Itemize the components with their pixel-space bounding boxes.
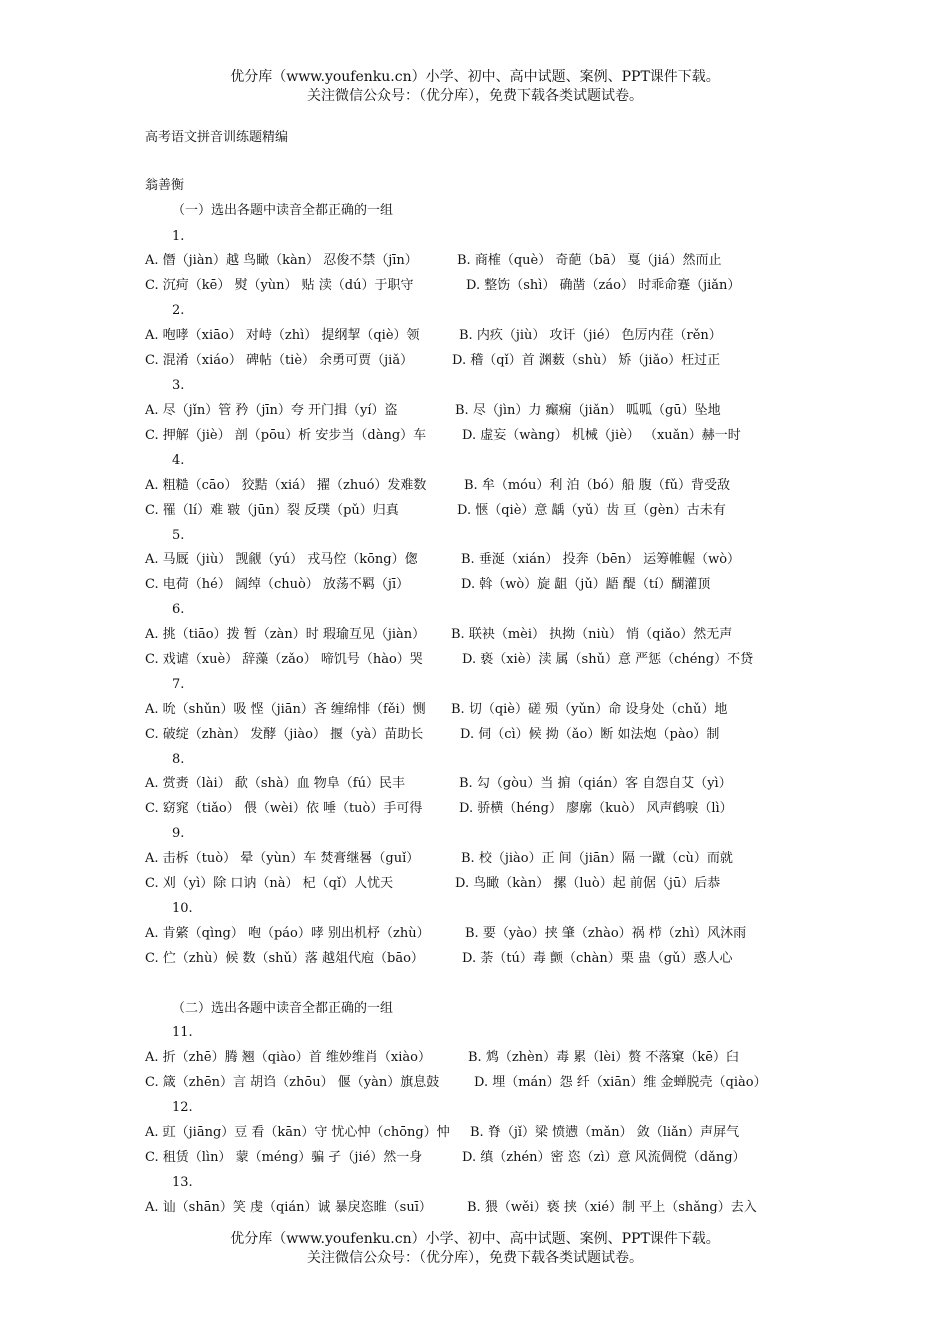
option-a: A. 讪（shān）笑 虔（qián）诚 暴戾恣睢（suī） (145, 1200, 432, 1215)
option-c: C. 租赁（lìn） 蒙（méng）骗 孑（jié）然一身 (145, 1150, 423, 1165)
option-a: A. 击柝（tuò） 晕（yùn）车 焚膏继晷（guǐ） (145, 851, 420, 866)
footer-line-2: 关注微信公众号：（优分库），免费下载各类试题试卷。 (307, 1250, 643, 1266)
question-number: 1. (172, 229, 185, 244)
question-number: 7. (172, 677, 185, 692)
option-d: D. 荼（tú）毒 颤（chàn）栗 蛊（gǔ）惑人心 (462, 951, 733, 966)
question-number: 3. (172, 378, 185, 393)
option-d: D. 稽（qǐ）首 渊薮（shù） 矫（jiǎo）枉过正 (452, 353, 721, 368)
option-a: A. 吮（shǔn）吸 悭（jiān）吝 缠绵悱（fěi）恻 (145, 702, 426, 717)
option-c: C. 窈窕（tiǎo） 偎（wèi）依 唾（tuò）手可得 (145, 801, 423, 816)
option-d: D. 亵（xiè）渎 属（shǔ）意 严惩（chéng）不贷 (462, 652, 754, 667)
option-d: D. 埋（mán）怨 纤（xiān）维 金蝉脱壳（qiào） (474, 1075, 767, 1090)
option-d: D. 骄横（héng） 廖廓（kuò） 风声鹤唳（lì） (459, 801, 733, 816)
question-number: 11. (172, 1025, 193, 1040)
option-a: A. 尽（jǐn）管 矜（jīn）夸 开门揖（yí）盗 (145, 403, 398, 418)
option-b: B. 内疚（jiù） 攻讦（jié） 色厉内荏（rěn） (459, 328, 722, 343)
option-b: B. 尽（jìn）力 癫痫（jiǎn） 呱呱（gū）坠地 (455, 403, 721, 418)
option-c: C. 押解（jiè） 剖（pōu）析 安步当（dàng）车 (145, 428, 427, 443)
question-number: 12. (172, 1100, 193, 1115)
option-a: A. 豇（jiāng）豆 看（kān）守 忧心忡（chōng）忡 (145, 1125, 450, 1140)
option-b: B. 校（jiào）正 间（jiān）隔 一蹴（cù）而就 (461, 851, 733, 866)
option-c: C. 罹（lí）难 皲（jūn）裂 反璞（pǔ）归真 (145, 503, 399, 518)
option-b: B. 鸩（zhèn）毒 累（lèi）赘 不落窠（kē）臼 (468, 1050, 739, 1065)
footer-line-1: 优分库（www.youfenku.cn）小学、初中、高中试题、案例、PPT课件下载。 (230, 1231, 720, 1247)
option-d: D. 缜（zhén）密 恣（zì）意 风流倜傥（dǎng） (462, 1150, 746, 1165)
option-c: C. 沉疴（kē） 熨（yùn） 贴 渎（dú）于职守 (145, 278, 414, 293)
question-number: 10. (172, 901, 193, 916)
option-a: A. 马厩（jiù） 觊觎（yú） 戎马倥（kōng）偬 (145, 552, 418, 567)
question-number: 9. (172, 826, 185, 841)
option-a: A. 肯綮（qìng） 咆（páo）哮 别出机杼（zhù） (145, 926, 430, 941)
option-c: C. 电荷（hé） 阔绰（chuò） 放荡不羁（jī） (145, 577, 410, 592)
option-c: C. 箴（zhēn）言 胡诌（zhōu） 偃（yàn）旗息鼓 (145, 1075, 440, 1090)
question-number: 5. (172, 528, 185, 543)
option-c: C. 混淆（xiáo） 碑帖（tiè） 余勇可贾（jiǎ） (145, 353, 414, 368)
option-d: D. 伺（cì）候 拗（ǎo）断 如法炮（pào）制 (460, 727, 720, 742)
option-a: A. 折（zhē）腾 翘（qiào）首 维妙维肖（xiào） (145, 1050, 431, 1065)
section-heading: （一）选出各题中读音全都正确的一组 (172, 203, 394, 218)
option-b: B. 商榷（què） 奇葩（bā） 戛（jiá）然而止 (457, 253, 722, 268)
option-a: A. 挑（tiāo）拨 暂（zàn）时 瑕瑜互见（jiàn） (145, 627, 426, 642)
header-line-1: 优分库（www.youfenku.cn）小学、初中、高中试题、案例、PPT课件下载。 (230, 69, 720, 85)
option-d: D. 惬（qiè）意 龋（yǔ）齿 亘（gèn）古未有 (457, 503, 726, 518)
author-name: 翁善衡 (145, 178, 185, 193)
section-heading: （二）选出各题中读音全都正确的一组 (172, 1001, 394, 1016)
question-number: 13. (172, 1175, 193, 1190)
option-a: A. 僭（jiàn）越 鸟瞰（kàn） 忍俊不禁（jīn） (145, 253, 418, 268)
page-header (0, 68, 950, 106)
option-c: C. 戏谑（xuè） 辞藻（zǎo） 啼饥号（hào）哭 (145, 652, 423, 667)
option-b: B. 牟（móu）利 泊（bó）船 腹（fǔ）背受敌 (464, 478, 730, 493)
option-b: B. 脊（jǐ）梁 愤懑（mǎn） 敛（liǎn）声屏气 (470, 1125, 740, 1140)
option-b: B. 垂涎（xián） 投奔（bēn） 运筹帷幄（wò） (461, 552, 741, 567)
option-c: C. 刈（yì）除 口讷（nà） 杞（qǐ）人忧天 (145, 876, 394, 891)
question-number: 4. (172, 453, 185, 468)
option-a: A. 咆哮（xiāo） 对峙（zhì） 提纲挈（qiè）领 (145, 328, 420, 343)
option-b: B. 切（qiè）磋 殒（yǔn）命 设身处（chǔ）地 (451, 702, 728, 717)
option-c: C. 破绽（zhàn） 发酵（jiào） 揠（yà）苗助长 (145, 727, 424, 742)
question-number: 8. (172, 752, 185, 767)
option-b: B. 要（yào）挟 肇（zhào）祸 栉（zhì）风沐雨 (465, 926, 747, 941)
option-b: B. 猥（wěi）亵 挟（xié）制 平上（shǎng）去入 (467, 1200, 757, 1215)
page-footer (0, 1230, 950, 1268)
option-d: D. 斡（wò）旋 龃（jǔ）龉 醍（tí）醐灌顶 (461, 577, 711, 592)
option-b: B. 勾（gòu）当 掮（qián）客 自怨自艾（yì） (459, 776, 732, 791)
option-d: D. 鸟瞰（kàn） 摞（luò）起 前倨（jū）后恭 (455, 876, 721, 891)
question-number: 2. (172, 303, 185, 318)
option-d: D. 整饬（shì） 确凿（záo） 时乖命蹇（jiǎn） (466, 278, 741, 293)
document-title: 高考语文拼音训练题精编 (145, 130, 289, 145)
header-line-2: 关注微信公众号：（优分库），免费下载各类试题试卷。 (307, 88, 643, 104)
option-c: C. 伫（zhù）候 数（shǔ）落 越俎代庖（bāo） (145, 951, 424, 966)
question-number: 6. (172, 602, 185, 617)
option-a: A. 粗糙（cāo） 狡黠（xiá） 擢（zhuó）发难数 (145, 478, 427, 493)
option-a: A. 赏赉（lài） 歃（shà）血 物阜（fú）民丰 (145, 776, 405, 791)
option-d: D. 虚妄（wàng） 机械（jiè） （xuǎn）赫一时 (462, 428, 741, 443)
option-b: B. 联袂（mèi） 执拗（niù） 悄（qiǎo）然无声 (451, 627, 733, 642)
